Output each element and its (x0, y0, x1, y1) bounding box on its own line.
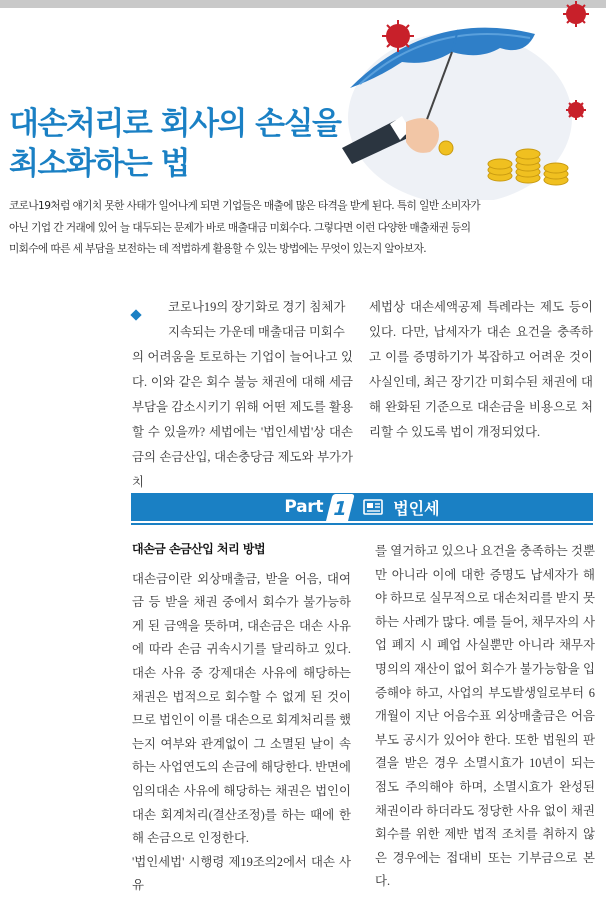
intro-line-2: 아닌 기업 간 거래에 있어 늘 대두되는 문제가 바로 매출대금 미회수다. 그렇다면 이런 다양한 매출채권 등의 (9, 221, 471, 234)
intro-line-1: 코로나19처럼 얘기치 못한 사태가 일어나게 되면 기업들은 매출에 많은 타격을 받게 된다. 특히 일반 소비자가 (9, 200, 481, 212)
section-column-2: 를 열거하고 있으나 요건을 충족하는 것뿐만 아니라 이에 대한 증명도 납세자가 해야 하므로 실무적으로 대손처리를 받지 못하는 사례가 많다. 예를 들어, 채무자의 사업 폐지 시 폐업 사실뿐만 아니라 채무자 명의의 재산이 없어 회수가 불가능함을 입증해야 하고, 사업의 부도발생일로부터 6개월이 지난 어음수표 외상매출금은 어음부도 공시가 있어야 한다. 또한 법원의 판결을 받은 경우 소멸시효가 10년이 되는 점도 주의해야 하며, 소멸시효가 완성된 채권이라 하더라도 정당한 사유 없이 채권 회수를 위한 제반 법적 조치를 취하지 않은 경우에는 접대비 또는 기부금으로 본다. (375, 544, 595, 889)
part-banner (131, 493, 593, 521)
section-heading: 대손금 손금산입 처리 방법 (132, 542, 266, 556)
umbrella-illustration (330, 0, 606, 200)
body-column-2: 세법상 대손세액공제 특례라는 제도 등이 있다. 다만, 납세자가 대손 요건을 충족하고 이를 증명하기가 복잡하고 어려운 것이 사실인데, 최근 장기간 미회수된 채권에 대해 완화된 기준으로 대손금을 비용으로 처리할 수 있도록 법이 개정되었다. (369, 300, 593, 439)
part-number: 1 (325, 494, 354, 524)
title-line-1: 대손처리로 회사의 손실을 (9, 106, 341, 142)
body-column-1 (132, 295, 353, 495)
title-line-2: 최소화하는 법 (9, 146, 189, 182)
part-word: Part (284, 497, 324, 517)
page-title (9, 104, 341, 184)
intro-paragraph (9, 196, 599, 261)
intro-line-3: 미회수에 따른 세 부담을 보전하는 데 적법하게 활용할 수 있는 방법에는 무엇이 있는지 알아보자. (9, 243, 427, 255)
section-col1-text: 대손금이란 외상매출금, 받을 어음, 대여금 등 받을 채권 중에서 회수가 불가능하게 된 금액을 뜻하며, 대손금은 대손 사유에 따라 손금 귀속시기를 달리하고 있다. 대손 사유 중 강제대손 사유에 해당하는 채권은 법적으로 회수할 수 없게 된 것이므로 법인이 이를 대손으로 회계처리를 했는지 여부와 관계없이 그 소멸된 날이 속하는 사업연도의 손금에 해당한다. 반면에 임의대손 사유에 해당하는 채권은 법인이 대손 회계처리(결산조정)를 하는 때에 한해 손금으로 인정한다. (132, 571, 351, 846)
part-label: 법인세 (393, 498, 440, 518)
document-icon (363, 498, 385, 516)
body-col1-line-1: 코로나19의 장기화로 경기 침체가 (168, 300, 346, 314)
body-col1-rest: 의 어려움을 토로하는 기업이 늘어나고 있다. 이와 같은 회수 불능 채권에 대해 세금 부담을 감소시키기 위해 어떤 제도를 활용할 수 있을까? 세법에는 '법인세법'상 대손금의 손금산입, 대손충당금 제도와 부가가치 (132, 350, 353, 489)
section-column-1 (132, 542, 351, 898)
section-col1-last: '법인세법' 시행령 제19조의2에서 대손 사유 (132, 854, 351, 893)
body-col1-line-2: 지속되는 가운데 매출대금 미회수 (168, 325, 345, 339)
